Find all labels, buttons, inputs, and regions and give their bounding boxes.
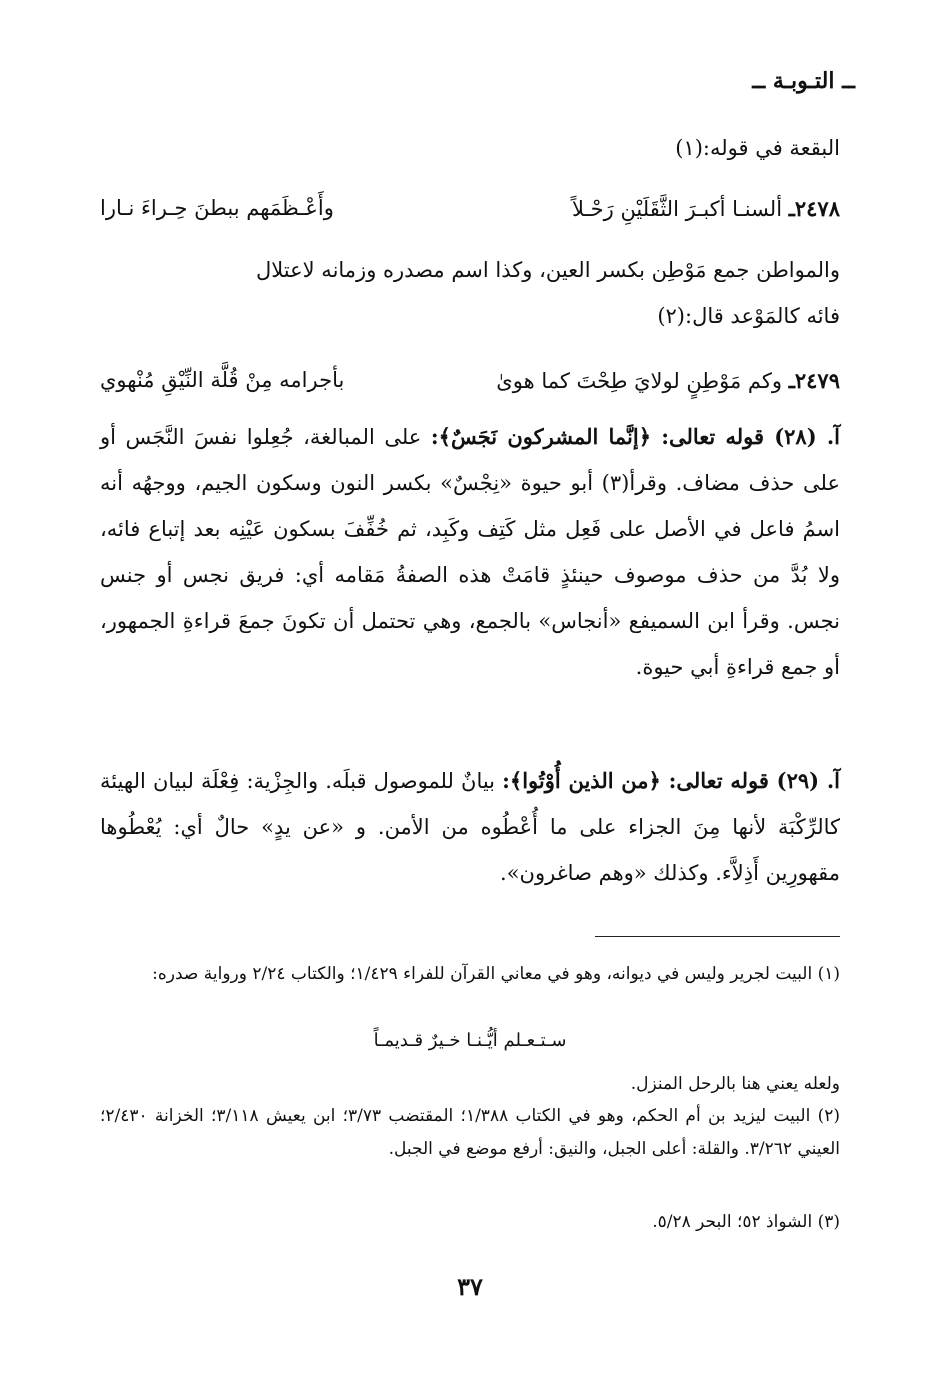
commentary-verse-28 [100, 414, 840, 690]
commentary-text: على المبالغة، جُعِلوا نفسَ النَّجَس أو على حذف مضاف. وقرأ(٣) أبو حيوة «نِجْسٌ» بكسر النون وسكون الجيم، ووجهُه أنه اسمُ فاعل في الأصل على فَعِل مثل كَتِف وكَبِد، ثم خُفِّفَ بسكون عَيْنِه بعد إتباع فائه، ولا بُدَّ من حذف موصوف حينئذٍ قامَتْ هذه الصفةُ مَقامه أي: فريق نجس أو جنس نجس. وقرأ ابن السميفع «أنجاس» بالجمع، وهي تحتمل أن تكونَ جمعَ قراءةِ الجمهور، أو جمع قراءةِ أبي حيوة. [100, 425, 840, 679]
footnote-3: (٣) الشواذ ٥٢؛ البحر ٥/٢٨. [652, 1212, 840, 1232]
footnote-verse: سـتـعـلم أيُّـنـا خـيرٌ قـديمـاً [373, 1030, 567, 1051]
intro-line: البقعة في قوله:(١) [675, 136, 840, 160]
paragraph-line: فائه كالمَوْعد قال:(٢) [657, 304, 840, 328]
commentary-text: بيانٌ للموصول قبلَه. والجِزْية: فِعْلَة لبيان الهيئة كالرِّكْبَة لأنها مِنَ الجزاء على ما أُعْطُوه من الأمن. و «عن يدٍ» حالٌ أي: يُعْطُوها مقهورِين أَذِلاَّء. وكذلك «وهم صاغرون». [100, 769, 840, 885]
footnote-1: (١) البيت لجرير وليس في ديوانه، وهو في معاني القرآن للفراء ١/٤٢٩؛ والكتاب ٢/٢٤ ورواية صدره: [152, 964, 840, 984]
verse-number: ٢٤٧٩ـ [788, 368, 840, 393]
verse-2478 [100, 196, 840, 221]
footnote-1-continuation: ولعله يعني هنا بالرحل المنزل. [630, 1074, 840, 1094]
footnote-2: (٢) البيت ليزيد بن أم الحكم، وهو في الكتاب ١/٣٨٨؛ المقتضب ٣/٧٣؛ ابن يعيش ٣/١١٨؛ الخزانة ٢/٤٣٠؛ العيني ٣/٢٦٢. والقلة: أعلى الجبل، والنيق: أرفع موضع في الجبل. [100, 1106, 840, 1159]
verse-2479 [100, 368, 840, 393]
footnote-divider [595, 936, 840, 937]
running-header: ــ التـوبـة ــ [752, 68, 855, 94]
verse-first-hemistich: وكم مَوْطِنٍ لولايَ طِحْتَ كما هوىٰ [496, 369, 783, 393]
page-number: ٣٧ [457, 1272, 483, 1301]
verse-second-hemistich: بأجرامه مِنْ قُلَّة النِّيْقِ مُنْهوي [100, 368, 345, 392]
commentary-verse-29 [100, 758, 840, 896]
paragraph-line: والمواطن جمع مَوْطِن بكسر العين، وكذا اسم مصدره وزمانه لاعتلالِ [256, 258, 840, 282]
verse-lead: آ. (٢٨) قوله تعالى: ﴿إنَّما المشركون نَجَسٌ﴾: [430, 424, 840, 449]
verse-first-hemistich: ألسنـا أكبـرَ الثَّقَلَيْنِ رَحْـلاً [571, 197, 783, 221]
verse-second-hemistich: وأَعْـظَمَهم ببطنَ حِـراءَ نـارا [100, 196, 334, 220]
verse-number: ٢٤٧٨ـ [788, 196, 840, 221]
verse-lead: آ. (٢٩) قوله تعالى: ﴿من الذين أُوْتُوا﴾: [502, 768, 840, 793]
